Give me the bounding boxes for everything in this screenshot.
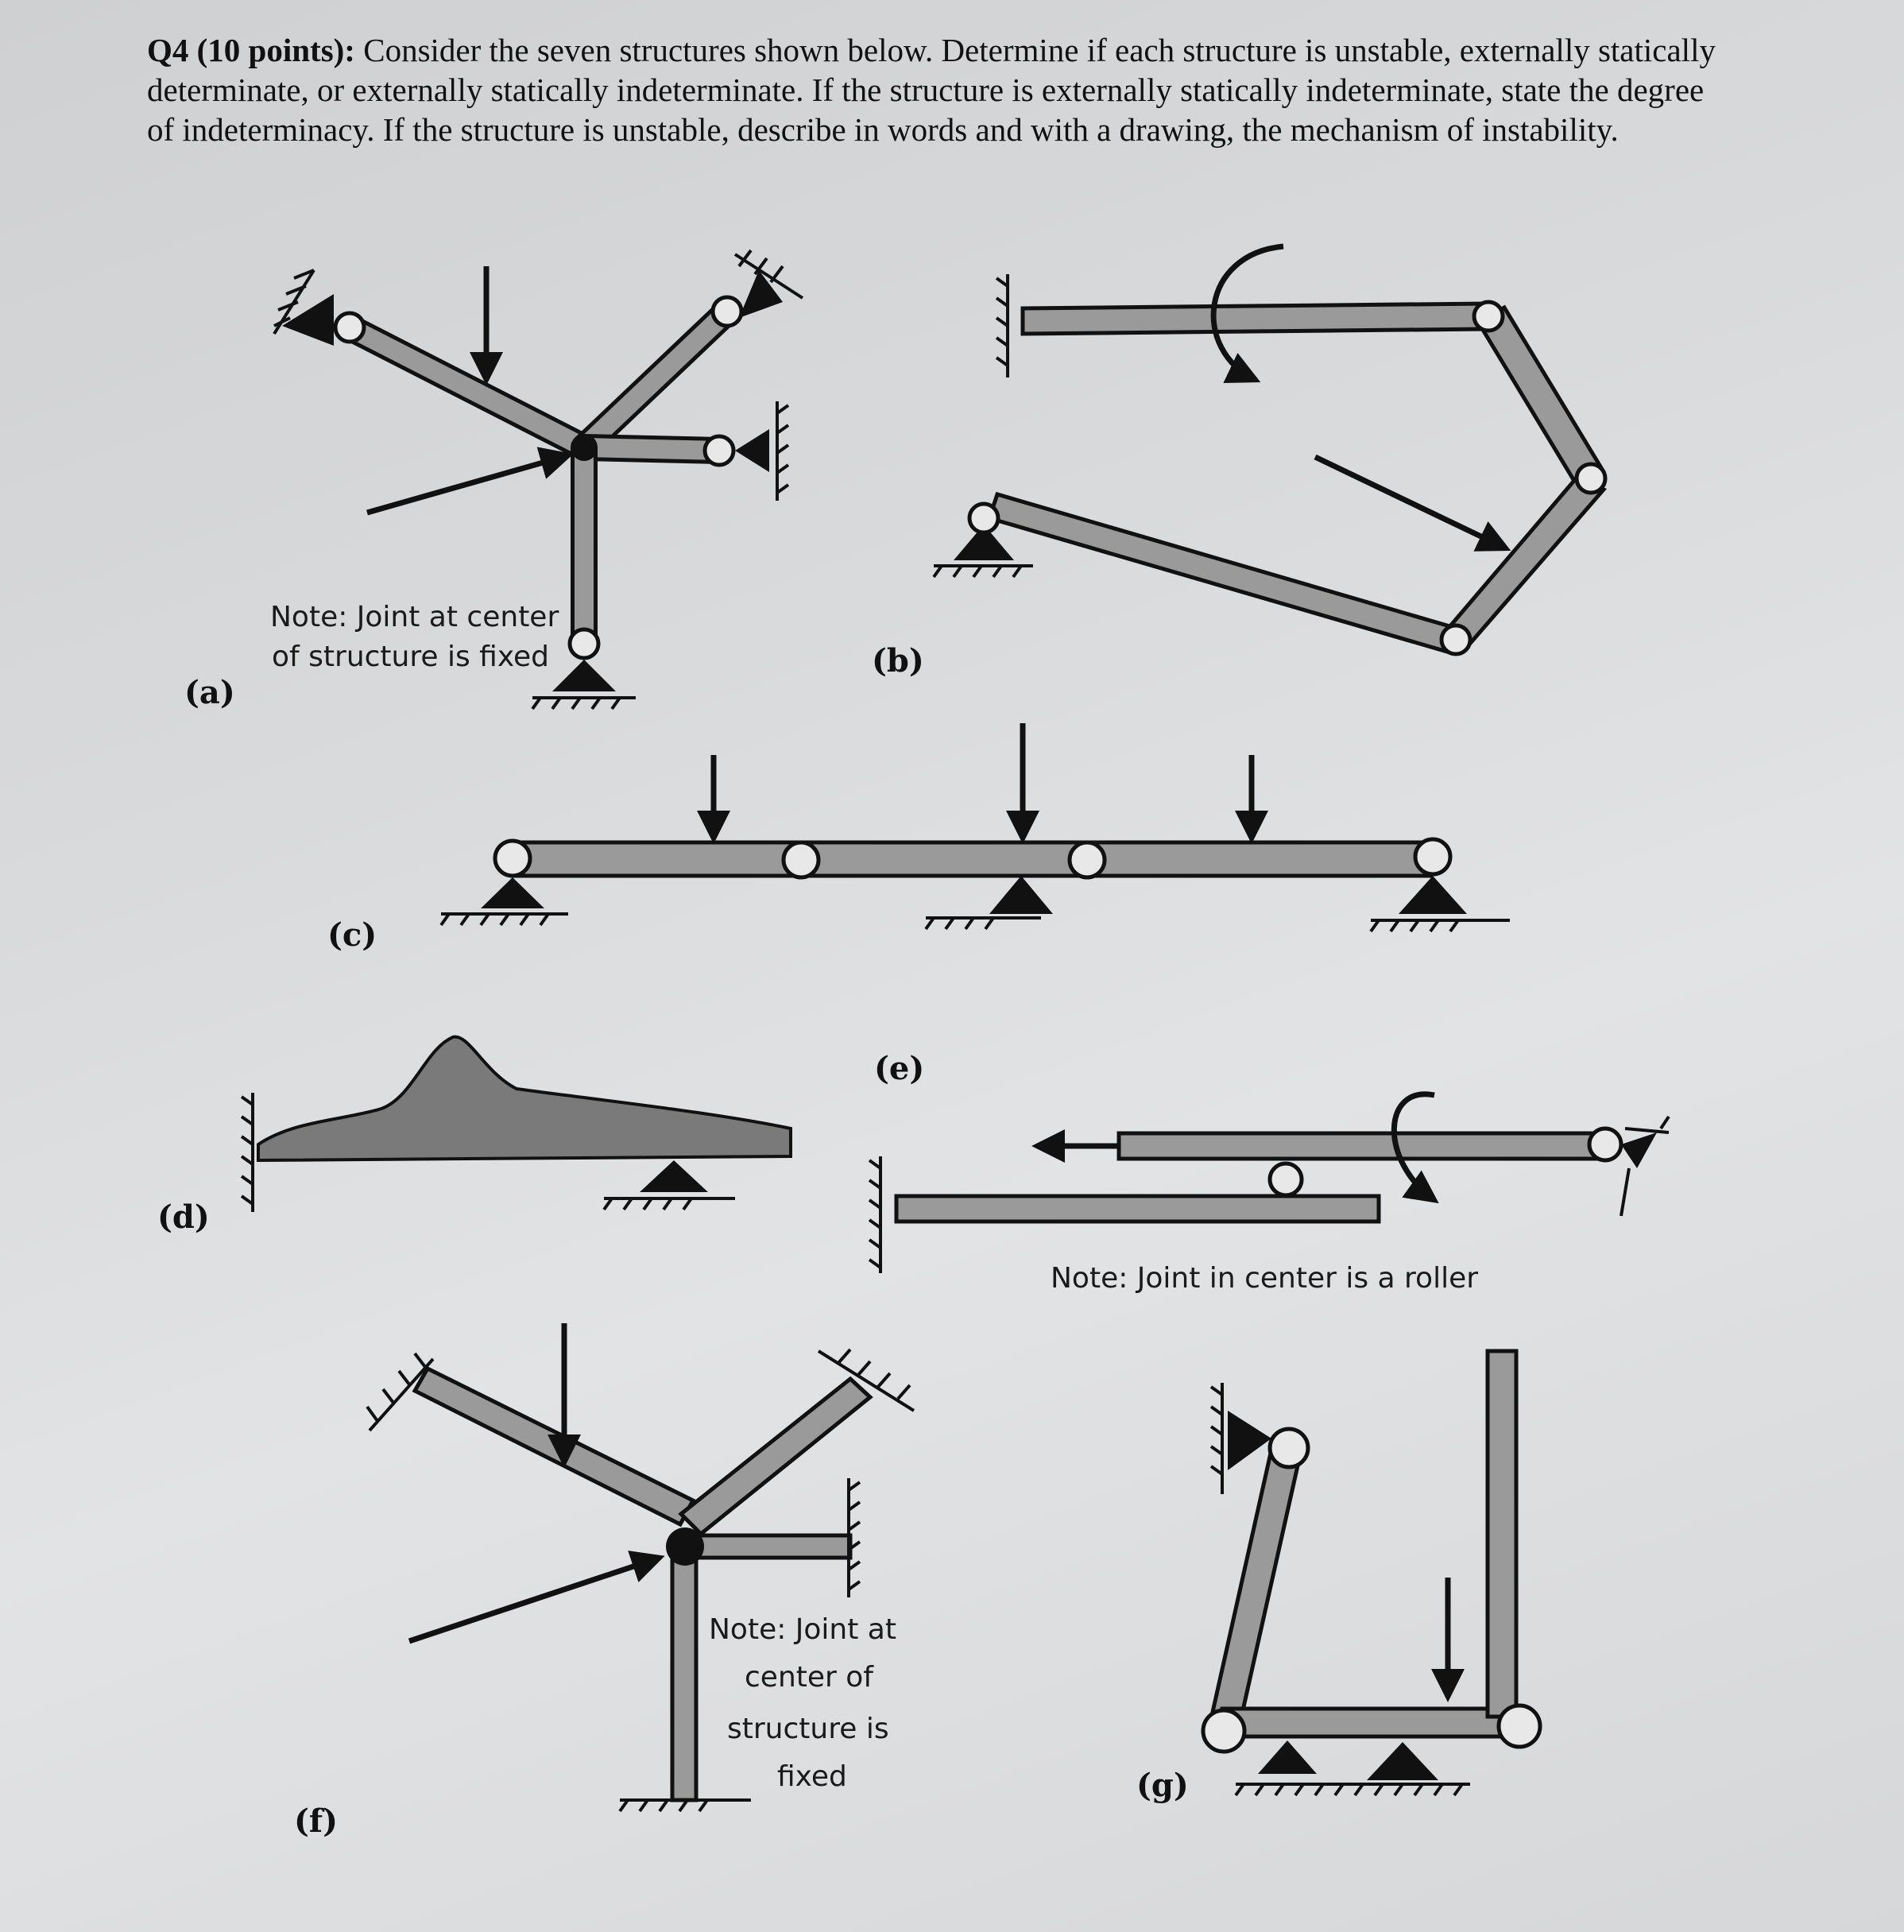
vertical-member-g: [1488, 1351, 1516, 1717]
lower-beam-e: [896, 1196, 1379, 1222]
note-a-line1: Note: Joint at center: [270, 601, 559, 633]
distributed-load-d: [258, 1037, 791, 1160]
load-arrow-a2: [367, 455, 568, 513]
beam-g: [1222, 1709, 1524, 1736]
hinge-c1: [784, 842, 818, 877]
cantilever-b: [1023, 304, 1486, 334]
roller-joint-a2: [570, 629, 598, 658]
structure-a: [184, 250, 803, 711]
structure-g: [1136, 1351, 1540, 1804]
label-e: (e): [874, 1050, 925, 1087]
label-d: (d): [157, 1198, 210, 1236]
hinge-b2: [1577, 464, 1605, 493]
pin-joint-g: [1270, 1429, 1308, 1467]
inclined-member-g: [1211, 1442, 1302, 1725]
note-f-line2: center of: [745, 1661, 873, 1694]
pin-joint-a1: [335, 313, 364, 342]
member-f4: [672, 1546, 696, 1800]
fixed-joint-a: [571, 434, 598, 461]
note-f-line4: fixed: [777, 1760, 847, 1793]
pin-joint-b: [969, 504, 998, 532]
label-b: (b): [872, 642, 924, 679]
load-arrow-f2: [409, 1558, 660, 1641]
roller-joint-a: [705, 436, 733, 465]
hinge-b3: [1442, 625, 1470, 654]
hinge-g1: [1203, 1710, 1244, 1752]
structure-c: [327, 723, 1510, 954]
fixed-joint-f: [666, 1527, 704, 1566]
pin-joint-a2: [713, 297, 741, 326]
hinge-c2: [1070, 842, 1105, 877]
note-e: Note: Joint in center is a roller: [1051, 1262, 1479, 1295]
upper-beam-e: [1119, 1133, 1605, 1159]
structure-e: [869, 1050, 1669, 1295]
hinge-b1: [1474, 302, 1503, 331]
pin-joint-c1: [495, 841, 530, 876]
label-a: (a): [184, 674, 235, 711]
roller-joint-e: [1270, 1163, 1302, 1195]
note-a-line2: of structure is fixed: [272, 641, 550, 673]
load-arrow-b: [1315, 457, 1506, 548]
label-g: (g): [1136, 1767, 1189, 1804]
question-body: Consider the seven structures shown below. Determine if each structure is unstable, externally statically determinate, or externally statically indeterminate. If the structure is externally statically indeterminate, state the degree of indeterminacy. If the structure is unstable, describe in words and with a drawing, the mechanism of instability.: [147, 32, 1716, 148]
structure-b: [872, 246, 1605, 679]
member-f2: [681, 1379, 870, 1534]
label-f: (f): [294, 1802, 339, 1840]
structure-d: [157, 1037, 791, 1236]
structure-f: [294, 1323, 914, 1840]
beam-c: [513, 842, 1430, 876]
member-f3: [679, 1535, 850, 1558]
member-f1: [415, 1369, 693, 1524]
pin-joint-e: [1589, 1129, 1621, 1160]
note-f-line1: Note: Joint at: [709, 1613, 896, 1646]
label-c: (c): [327, 916, 377, 954]
roller-joint-c: [1415, 839, 1450, 874]
question-heading: Q4 (10 points):: [147, 32, 355, 68]
note-f-line3: structure is: [727, 1713, 889, 1745]
hinge-g2: [1499, 1706, 1540, 1747]
